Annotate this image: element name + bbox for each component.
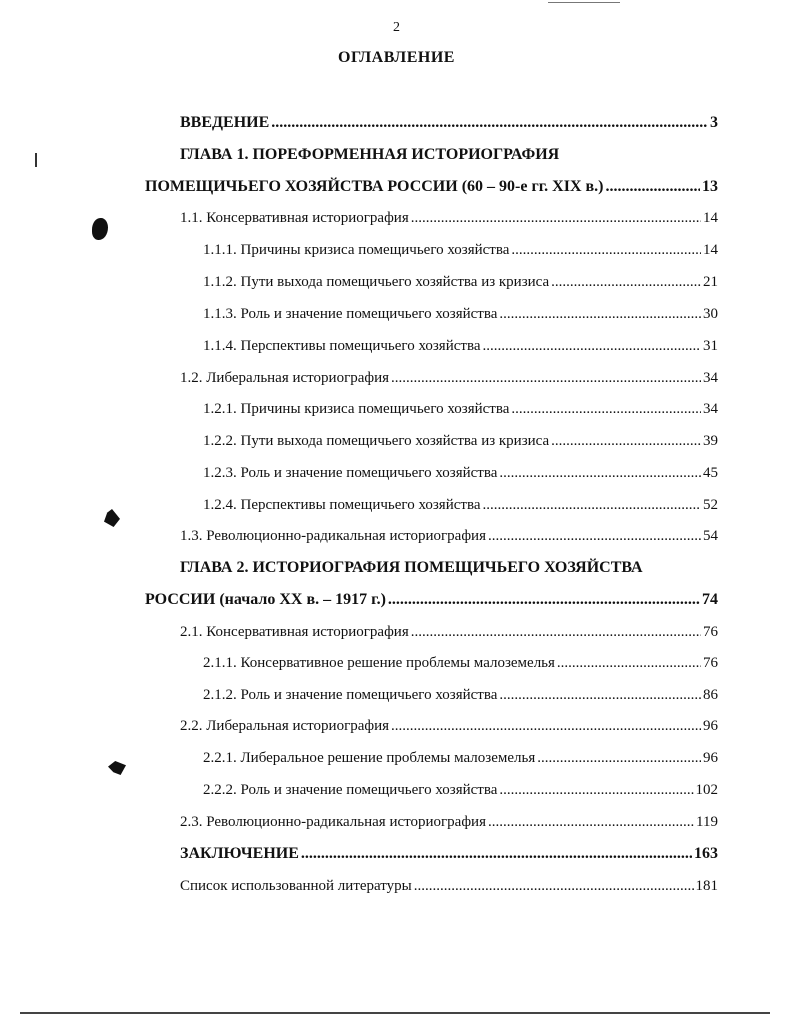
toc-entry-1-2-2 [203, 431, 718, 451]
toc-title: ОГЛАВЛЕНИЕ [338, 49, 455, 66]
toc-entry-2-1 [180, 622, 718, 642]
dot-leader [551, 431, 701, 451]
toc-entry-1-2 [180, 368, 718, 388]
toc-entry-1-1-2 [203, 272, 718, 292]
dot-leader [391, 368, 701, 388]
toc-entry-label: ПОМЕЩИЧЬЕГО ХОЗЯЙСТВА РОССИИ (60 – 90-е гг. XIX в.) [145, 178, 604, 195]
dot-leader [301, 844, 692, 864]
chapter1-heading-line1: ГЛАВА 1. ПОРЕФОРМЕННАЯ ИСТОРИОГРАФИЯ [180, 146, 560, 163]
dot-leader [488, 812, 694, 832]
toc-entry-page: 54 [703, 528, 718, 544]
dot-leader [511, 240, 701, 260]
toc-entry-page: 86 [703, 687, 718, 703]
dot-leader [411, 208, 701, 228]
toc-entry-page: 3 [710, 114, 718, 131]
toc-entry-page: 181 [695, 878, 718, 894]
toc-entry-label: ЗАКЛЮЧЕНИЕ [180, 845, 299, 862]
toc-entry-label: 2.1. Консервативная историография [180, 624, 409, 640]
toc-entry-chapter2 [145, 590, 718, 610]
toc-entry-label: 1.2.2. Пути выхода помещичьего хозяйства из кризиса [203, 433, 550, 449]
toc-entry-label: 1.2. Либеральная историография [180, 370, 390, 386]
toc-entry-1-1-3 [203, 304, 718, 324]
toc-entry-1-1-4 [203, 336, 718, 356]
toc-entry-page: 102 [695, 782, 718, 798]
toc-entry-label: 1.1.3. Роль и значение помещичьего хозяйства [203, 306, 498, 322]
toc-entry-2-1-2 [203, 685, 718, 705]
toc-entry-label: 2.2.2. Роль и значение помещичьего хозяйства [203, 782, 498, 798]
scan-artifact-bottom [20, 1012, 770, 1014]
toc-entry-label: 2.1.1. Консервативное решение проблемы малоземелья [203, 655, 555, 671]
toc-entry-2-2 [180, 716, 718, 736]
toc-entry-page: 14 [703, 242, 718, 258]
scan-artifact-blot [108, 761, 126, 775]
toc-entry-bibliography [180, 876, 718, 896]
toc-entry-intro [180, 113, 718, 133]
toc-entry-2-2-2 [203, 780, 718, 800]
toc-entry-label: Список использованной литературы [180, 878, 412, 894]
dot-leader [411, 622, 701, 642]
toc-entry-page: 96 [703, 750, 718, 766]
toc-entry-page: 76 [703, 624, 718, 640]
dot-leader [483, 495, 702, 515]
dot-leader [388, 590, 700, 610]
chapter2-heading-line1: ГЛАВА 2. ИСТОРИОГРАФИЯ ПОМЕЩИЧЬЕГО ХОЗЯЙСТВА [180, 559, 643, 576]
toc-entry-2-3 [180, 812, 718, 832]
toc-entry-label: 1.1.1. Причины кризиса помещичьего хозяйства [203, 242, 510, 258]
toc-entry-1-1-1 [203, 240, 718, 260]
page-number: 2 [393, 20, 400, 35]
toc-entry-chapter1 [145, 177, 718, 197]
dot-leader [499, 304, 701, 324]
toc-entry-label: РОССИИ (начало XX в. – 1917 г.) [145, 591, 386, 608]
dot-leader [488, 526, 701, 546]
toc-entry-1-1 [180, 208, 718, 228]
toc-entry-page: 34 [703, 401, 718, 417]
toc-entry-1-2-1 [203, 399, 718, 419]
dot-leader [391, 716, 701, 736]
toc-entry-2-2-1 [203, 748, 718, 768]
toc-entry-page: 13 [702, 178, 718, 195]
scan-artifact-top [548, 2, 620, 3]
toc-entry-label: 1.3. Революционно-радикальная историография [180, 528, 486, 544]
toc-entry-1-3 [180, 526, 718, 546]
dot-leader [499, 780, 693, 800]
dot-leader [483, 336, 702, 356]
toc-entry-label: 2.2.1. Либеральное решение проблемы малоземелья [203, 750, 536, 766]
scan-artifact-margin-mark [35, 153, 37, 167]
toc-entry-label: 2.1.2. Роль и значение помещичьего хозяйства [203, 687, 498, 703]
toc-entry-conclusion [180, 844, 718, 864]
dot-leader [499, 685, 701, 705]
toc-entry-page: 76 [703, 655, 718, 671]
toc-entry-label: 1.1.4. Перспективы помещичьего хозяйства [203, 338, 481, 354]
toc-entry-label: 1.1.2. Пути выхода помещичьего хозяйства из кризиса [203, 274, 550, 290]
toc-entry-label: 1.1. Консервативная историография [180, 210, 409, 226]
toc-entry-label: ВВЕДЕНИЕ [180, 114, 270, 131]
toc-entry-label: 2.3. Революционно-радикальная историография [180, 814, 486, 830]
toc-entry-page: 96 [703, 718, 718, 734]
dot-leader [271, 113, 708, 133]
toc-entry-2-1-1 [203, 653, 718, 673]
toc-entry-page: 52 [703, 497, 718, 513]
dot-leader [511, 399, 701, 419]
toc-entry-page: 39 [703, 433, 718, 449]
toc-entry-page: 30 [703, 306, 718, 322]
dot-leader [605, 177, 700, 197]
dot-leader [551, 272, 701, 292]
toc-entry-page: 34 [703, 370, 718, 386]
scan-artifact-blot [104, 509, 120, 527]
toc-entry-label: 1.2.1. Причины кризиса помещичьего хозяйства [203, 401, 510, 417]
dot-leader [557, 653, 701, 673]
toc-entry-page: 31 [703, 338, 718, 354]
toc-entry-1-2-3 [203, 463, 718, 483]
toc-entry-page: 74 [702, 591, 718, 608]
dot-leader [414, 876, 694, 896]
toc-entry-1-2-4 [203, 495, 718, 515]
scan-artifact-blot [92, 218, 108, 240]
toc-entry-page: 45 [703, 465, 718, 481]
toc-entry-page: 21 [703, 274, 718, 290]
toc-entry-page: 119 [696, 814, 718, 830]
dot-leader [537, 748, 701, 768]
toc-entry-page: 163 [694, 845, 718, 862]
toc-entry-label: 1.2.3. Роль и значение помещичьего хозяйства [203, 465, 498, 481]
toc-entry-page: 14 [703, 210, 718, 226]
toc-entry-label: 2.2. Либеральная историография [180, 718, 390, 734]
dot-leader [499, 463, 701, 483]
toc-entry-label: 1.2.4. Перспективы помещичьего хозяйства [203, 497, 481, 513]
